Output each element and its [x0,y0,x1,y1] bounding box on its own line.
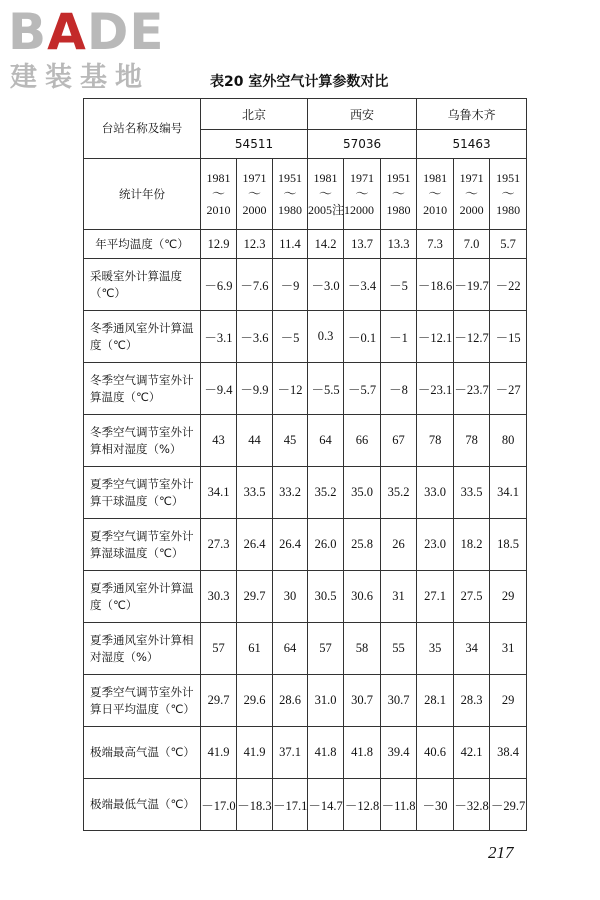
period-start: 1951 [496,171,521,185]
value-cell: 27.3 [201,519,237,571]
row-label: 极端最高气温（℃） [84,727,201,779]
value-cell: 30.5 [308,571,344,623]
value-cell: －12.7 [454,311,490,363]
value-cell: －9.4 [201,363,237,415]
value-cell: 41.8 [344,727,381,779]
value-cell: －3.1 [201,311,237,363]
value-cell: －8 [381,363,417,415]
period-start: 1971 [350,171,375,185]
value-cell: －5 [273,311,308,363]
value-cell: －7.6 [237,259,273,311]
period-start: 1971 [242,171,267,185]
value-cell: 30.3 [201,571,237,623]
value-cell: 12.9 [201,230,237,259]
value-cell: 33.5 [454,467,490,519]
value-cell: －0.1 [344,311,381,363]
value-cell: －14.7 [308,779,344,831]
value-cell: 29.6 [237,675,273,727]
value-cell: 29 [490,571,527,623]
value-cell: 35.2 [381,467,417,519]
value-cell: 29.7 [237,571,273,623]
value-cell: 30.7 [344,675,381,727]
row-label: 夏季空气调节室外计算湿球温度（℃） [84,519,201,571]
value-cell: 5.7 [490,230,527,259]
table-row [84,467,527,519]
period-cell [308,159,351,230]
table-row [84,675,527,727]
period-start: 1951 [386,171,411,185]
period-cell [454,159,490,230]
value-cell: 35 [417,623,454,675]
period-cell [237,159,273,230]
value-cell: 23.0 [417,519,454,571]
value-cell: 29.7 [201,675,237,727]
table-row [84,779,527,831]
value-cell: 7.0 [454,230,490,259]
value-cell: －9 [273,259,308,311]
parameter-comparison-table [83,98,527,831]
value-cell: 26.4 [273,519,308,571]
row-label: 夏季空气调节室外计算干球温度（℃） [84,467,201,519]
period-end: 2000 [459,203,484,217]
period-cell [417,159,454,230]
station-name: 北京 [201,99,308,130]
row-label: 年平均温度（℃） [84,230,201,259]
value-cell: －9.9 [237,363,273,415]
value-cell: 26 [381,519,417,571]
station-code: 51463 [417,130,527,159]
value-cell: 11.4 [273,230,308,259]
header-row-stations [84,99,527,130]
table-row [84,311,527,363]
station-code: 54511 [201,130,308,159]
value-cell: －32.8 [454,779,490,831]
value-cell: 12.3 [237,230,273,259]
period-cell [344,159,381,230]
period-sep: ～ [392,186,406,201]
value-cell: －23.1 [417,363,454,415]
station-name: 乌鲁木齐 [417,99,527,130]
period-end: 1980 [496,203,521,217]
value-cell: －12.8 [344,779,381,831]
value-cell: 33.2 [273,467,308,519]
value-cell: 41.9 [237,727,273,779]
value-cell: 55 [381,623,417,675]
period-sep: ～ [319,186,333,201]
value-cell: －12.1 [417,311,454,363]
logo-subtitle: 建装基地 [10,62,150,93]
value-cell: 33.5 [237,467,273,519]
value-cell: 30 [273,571,308,623]
value-cell: －5 [381,259,417,311]
table-row [84,623,527,675]
value-cell: 14.2 [308,230,344,259]
period-end: 2010 [423,203,448,217]
value-cell: －11.8 [381,779,417,831]
value-cell: －3.0 [308,259,344,311]
value-cell: －18.6 [417,259,454,311]
value-cell: 29 [490,675,527,727]
value-cell: 25.8 [344,519,381,571]
row-label: 极端最低气温（℃） [84,779,201,831]
value-cell: －6.9 [201,259,237,311]
period-end: 2010 [206,203,231,217]
table-row [84,259,527,311]
value-cell: 28.3 [454,675,490,727]
value-cell: 0.3 [308,311,344,363]
value-cell: 27.1 [417,571,454,623]
value-cell: －18.3 [237,779,273,831]
row-label: 冬季空气调节室外计算相对湿度（%） [84,415,201,467]
value-cell: 64 [308,415,344,467]
value-cell: 40.6 [417,727,454,779]
value-cell: 64 [273,623,308,675]
period-start: 1981 [423,171,448,185]
value-cell: 57 [308,623,344,675]
table-row [84,415,527,467]
value-cell: 34 [454,623,490,675]
row-label: 冬季通风室外计算温度（℃） [84,311,201,363]
table-row [84,230,527,259]
value-cell: 42.1 [454,727,490,779]
period-end: 1980 [278,203,303,217]
value-cell: －5.5 [308,363,344,415]
value-cell: 61 [237,623,273,675]
value-cell: 38.4 [490,727,527,779]
period-cell [490,159,527,230]
value-cell: 44 [237,415,273,467]
value-cell: －5.7 [344,363,381,415]
period-end: 1980 [386,203,411,217]
period-sep: ～ [428,186,442,201]
value-cell: 34.1 [201,467,237,519]
period-cell [381,159,417,230]
period-end: 2000 [242,203,267,217]
value-cell: 78 [417,415,454,467]
table-row [84,519,527,571]
header-row-periods [84,159,527,230]
value-cell: 45 [273,415,308,467]
value-cell: －15 [490,311,527,363]
station-name: 西安 [308,99,417,130]
value-cell: 35.0 [344,467,381,519]
logo-wordmark: BADE [8,3,165,61]
value-cell: 30.6 [344,571,381,623]
table-row [84,363,527,415]
value-cell: －12 [273,363,308,415]
value-cell: 43 [201,415,237,467]
value-cell: 41.8 [308,727,344,779]
page-number: 217 [488,843,514,862]
value-cell: －3.4 [344,259,381,311]
value-cell: 26.0 [308,519,344,571]
value-cell: 28.6 [273,675,308,727]
value-cell: 27.5 [454,571,490,623]
value-cell: －27 [490,363,527,415]
value-cell: 37.1 [273,727,308,779]
value-cell: 33.0 [417,467,454,519]
value-cell: 18.2 [454,519,490,571]
value-cell: 57 [201,623,237,675]
value-cell: 78 [454,415,490,467]
value-cell: 34.1 [490,467,527,519]
value-cell: －22 [490,259,527,311]
row-label: 夏季空气调节室外计算日平均温度（℃） [84,675,201,727]
value-cell: 35.2 [308,467,344,519]
value-cell: －3.6 [237,311,273,363]
station-label: 台站名称及编号 [84,99,201,159]
row-label: 采暖室外计算温度（℃） [84,259,201,311]
value-cell: －29.7 [490,779,527,831]
value-cell: －17.0 [201,779,237,831]
bade-logo [6,4,176,99]
value-cell: 13.3 [381,230,417,259]
table-row [84,727,527,779]
value-cell: 66 [344,415,381,467]
value-cell: －1 [381,311,417,363]
period-start: 1981 [206,171,231,185]
value-cell: －30 [417,779,454,831]
value-cell: 26.4 [237,519,273,571]
period-sep: ～ [355,186,369,201]
value-cell: 7.3 [417,230,454,259]
table-title: 表20 室外空气计算参数对比 [210,74,389,90]
period-start: 1981 [313,171,338,185]
row-label: 夏季通风室外计算相对湿度（%） [84,623,201,675]
value-cell: 80 [490,415,527,467]
value-cell: 39.4 [381,727,417,779]
value-cell: －23.7 [454,363,490,415]
value-cell: 30.7 [381,675,417,727]
station-code: 57036 [308,130,417,159]
row-label: 冬季空气调节室外计算温度（℃） [84,363,201,415]
value-cell: －19.7 [454,259,490,311]
value-cell: 31 [490,623,527,675]
value-cell: 31.0 [308,675,344,727]
table-row [84,571,527,623]
value-cell: －17.1 [273,779,308,831]
value-cell: 31 [381,571,417,623]
period-sep: ～ [501,186,515,201]
value-cell: 67 [381,415,417,467]
row-label: 夏季通风室外计算温度（℃） [84,571,201,623]
period-label: 统计年份 [84,159,201,230]
period-cell [201,159,237,230]
period-sep: ～ [465,186,479,201]
value-cell: 28.1 [417,675,454,727]
period-sep: ～ [283,186,297,201]
period-start: 1971 [459,171,484,185]
period-sep: ～ [211,186,225,201]
period-end: 2005注1 [308,203,351,217]
value-cell: 58 [344,623,381,675]
value-cell: 18.5 [490,519,527,571]
period-start: 1951 [278,171,303,185]
value-cell: 13.7 [344,230,381,259]
period-end: 2000 [350,203,375,217]
value-cell: 41.9 [201,727,237,779]
period-cell [273,159,308,230]
period-sep: ～ [247,186,261,201]
